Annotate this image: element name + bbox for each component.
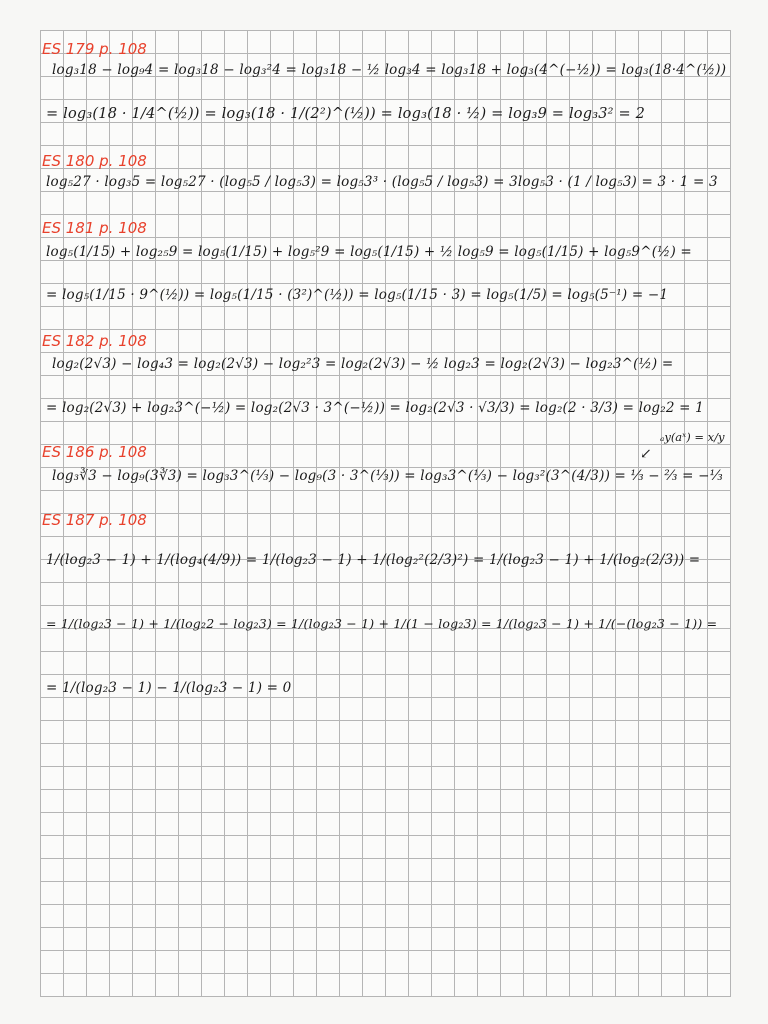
exercise-title: ES 187 p. 108 — [42, 511, 147, 529]
exercise-title: ES 186 p. 108 — [42, 443, 147, 461]
exercise-title: ES 181 p. 108 — [42, 219, 147, 237]
math-line: log₃18 − log₉4 = log₃18 − log₃²4 = log₃18 − ½ log₃4 = log₃18 + log₃(4^(−½)) = log₃(18·4^(½)) — [52, 62, 727, 78]
math-line: log₃∛3 − log₉(3∛3) = log₃3^(⅓) − log₉(3 · 3^(⅓)) = log₃3^(⅓) − log₃²(3^(4/3)) = ⅓ − ⅔ = −⅓ — [52, 468, 723, 484]
math-line: = 1/(log₂3 − 1) − 1/(log₂3 − 1) = 0 — [46, 680, 292, 696]
margin-note: ₐy(aˣ) = x/y — [660, 430, 725, 444]
math-line: log₅(1/15) + log₂₅9 = log₅(1/15) + log₅²9 = log₅(1/15) + ½ log₅9 = log₅(1/15) + log₅9^(½) = — [46, 244, 692, 260]
exercise-title: ES 182 p. 108 — [42, 332, 147, 350]
math-line: = log₅(1/15 · 9^(½)) = log₅(1/15 · (3²)^(½)) = log₅(1/15 · 3) = log₅(1/5) = log₅(5⁻¹) = −1 — [46, 287, 669, 303]
arrow-icon: ↙ — [640, 446, 652, 462]
math-line: log₅27 · log₃5 = log₅27 · (log₅5 / log₅3) = log₅3³ · (log₅5 / log₅3) = 3log₅3 · (1 / log₅3) = 3 · 1 = 3 — [46, 174, 718, 190]
math-line: = log₂(2√3) + log₂3^(−½) = log₂(2√3 · 3^(−½)) = log₂(2√3 · √3/3) = log₂(2 · 3/3) = log₂2 = 1 — [46, 400, 704, 416]
math-line: 1/(log₂3 − 1) + 1/(log₄(4/9)) = 1/(log₂3 − 1) + 1/(log₂²(2/3)²) = 1/(log₂3 − 1) + 1/(log₂(2/3)) = — [46, 552, 701, 568]
exercise-title: ES 180 p. 108 — [42, 152, 147, 170]
math-line: log₂(2√3) − log₄3 = log₂(2√3) − log₂²3 = log₂(2√3) − ½ log₂3 = log₂(2√3) − log₂3^(½) = — [52, 356, 674, 372]
math-line: = 1/(log₂3 − 1) + 1/(log₂2 − log₂3) = 1/(log₂3 − 1) + 1/(1 − log₂3) = 1/(log₂3 − 1) + 1/(−(log₂3 − 1)) = — [46, 616, 718, 631]
exercise-title: ES 179 p. 108 — [42, 40, 147, 58]
math-line: = log₃(18 · 1/4^(½)) = log₃(18 · 1/(2²)^(½)) = log₃(18 · ½) = log₃9 = log₃3² = 2 — [46, 106, 646, 122]
